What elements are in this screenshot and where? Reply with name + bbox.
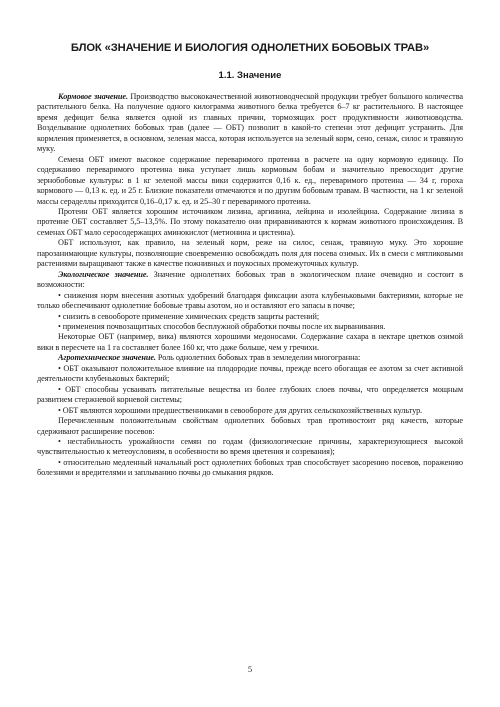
paragraph-heading: Экологическое значение. [58, 269, 149, 279]
paragraph [37, 332, 463, 353]
bullet-item [37, 437, 463, 458]
section-heading: 1.1. Значение [218, 70, 282, 81]
paragraph-text: Производство высококачественной животноводческой продукции требует большого количества растительного белка. На получение одного килограмма животного белка требуется 6–7 кг растительного. В настоящее время дефицит белка является одной из главных причин, тормозящих рост продуктивности животноводства. Возделывание однолетних бобовых трав (далее — ОБТ) позволит в какой-то степени этот дефицит устранить. Для кормления применяется, в основном, зеленая масса, которая используется на зеленый корм, сено, сенаж, силос и травяную муку. [37, 92, 463, 154]
paragraph-text: • снизить в севообороте применение химических средств защиты растений; [58, 311, 320, 321]
paragraph-text: Семена ОБТ имеют высокое содержание переваримого протеина в расчете на одну кормовую единицу. По содержанию переваримого протеина вика уступает лишь кормовым бобам и значительно превосходит другие зернобобовые культуры: в 1 кг зеленой массы вики содержится 0,16 к. ед., переваримого протеина — 34 г, гороха кормового — 0,13 к. ед. и 25 г. Близкие показатели отмечаются и по другим бобовым травам. В частности, на 1 кг зеленой массы сераделлы приходится 0,16–0,17 к. ед. и 25–30 г переваримого протеина. [37, 154, 463, 206]
paragraph [37, 92, 463, 155]
page-title: БЛОК «ЗНАЧЕНИЕ И БИОЛОГИЯ ОДНОЛЕТНИХ БОБОВЫХ ТРАВ» [70, 42, 430, 54]
paragraph-text: • применения почвозащитных способов бесплужной обработки почвы после их вырванивания. [58, 321, 386, 331]
bullet-item [37, 406, 463, 416]
bullet-item [37, 322, 463, 332]
paragraph [37, 207, 463, 238]
paragraph-text: • ОБТ являются хорошими предшественниками в севообороте для других сельскохозяйственных культур. [58, 405, 423, 415]
paragraph-text: ОБТ используют, как правило, на зеленый корм, реже на силос, сенаж, травяную муку. Это хорошие парозанимающие культуры, позволяющие своевременно освобождать поля для посева озимых. Их в смеси с мятликовыми растениями выращивают также в качестве пожнивных и поукосных промежуточных культур. [37, 238, 463, 269]
paragraph-text: Некоторые ОБТ (например, вика) являются хорошими медоносами. Содержание сахара в нектаре цветков озимой вики в пересчете на 1 га составляет более 160 кг, что даже больше, чем у гречихи. [37, 332, 463, 352]
body-text [37, 92, 463, 479]
bullet-item [37, 385, 463, 406]
paragraph-text: • нестабильность урожайности семян по годам (физиологические причины, характеризующиеся высокой чувствительностью к метеоусловиям, в особенности во время цветения и созревания); [37, 436, 463, 457]
paragraph-heading: Кормовое значение. [58, 92, 128, 101]
bullet-item [37, 458, 463, 479]
paragraph-text: • ОБТ способны усваивать питательные вещества из более глубоких слоев почвы, что определяется мощным развитием стержневой корневой системы; [37, 384, 463, 405]
paragraph [37, 353, 463, 363]
paragraph [37, 270, 463, 291]
paragraph-text: • относительно медленный начальный рост однолетних бобовых трав способствует засорению посевов, поражению болезнями и вредителями и заплыванию почвы до смыкания рядков. [37, 457, 463, 478]
paragraph-text: Перечисленным положительным свойствам однолетних бобовых трав противостоит ряд качеств, которые сдерживают расширение посевов: [37, 416, 463, 436]
paragraph-text: • ОБТ оказывают положительное влияние на плодородие почвы, прежде всего обогащая ее азотом за счет активной деятельности клубеньковых бактерий; [37, 363, 463, 384]
bullet-item [37, 312, 463, 322]
paragraph-text: Протеин ОБТ является хорошим источником лизина, аргинина, лейцина и изолейцина. Содержание лизина в протеине ОБТ составляет 5,5–13,5%. По этому показателю они приравниваются к кормам животного происхождения. В семенах ОБТ мало серосодержащих аминокислот (метионина и цистеина). [37, 206, 463, 237]
paragraph [37, 416, 463, 437]
paragraph-heading: Агротехническое значение. [58, 353, 156, 363]
paragraph [37, 238, 463, 269]
bullet-item [37, 291, 463, 312]
bullet-item [37, 364, 463, 385]
paragraph-text: • снижения норм внесения азотных удобрений благодаря фиксации азота клубеньковыми бактериями, которые не только обеспечивают однолетние бобовые травы азотом, но и оставляют его запасы в почве; [37, 290, 463, 311]
page-number: 5 [247, 664, 253, 674]
paragraph [37, 155, 463, 207]
paragraph-text: Роль однолетних бобовых трав в земледелии многогранна: [155, 353, 361, 363]
paragraph-text: Значение однолетних бобовых трав в экологическом плане очевидно и состоит в возможности: [37, 269, 463, 290]
